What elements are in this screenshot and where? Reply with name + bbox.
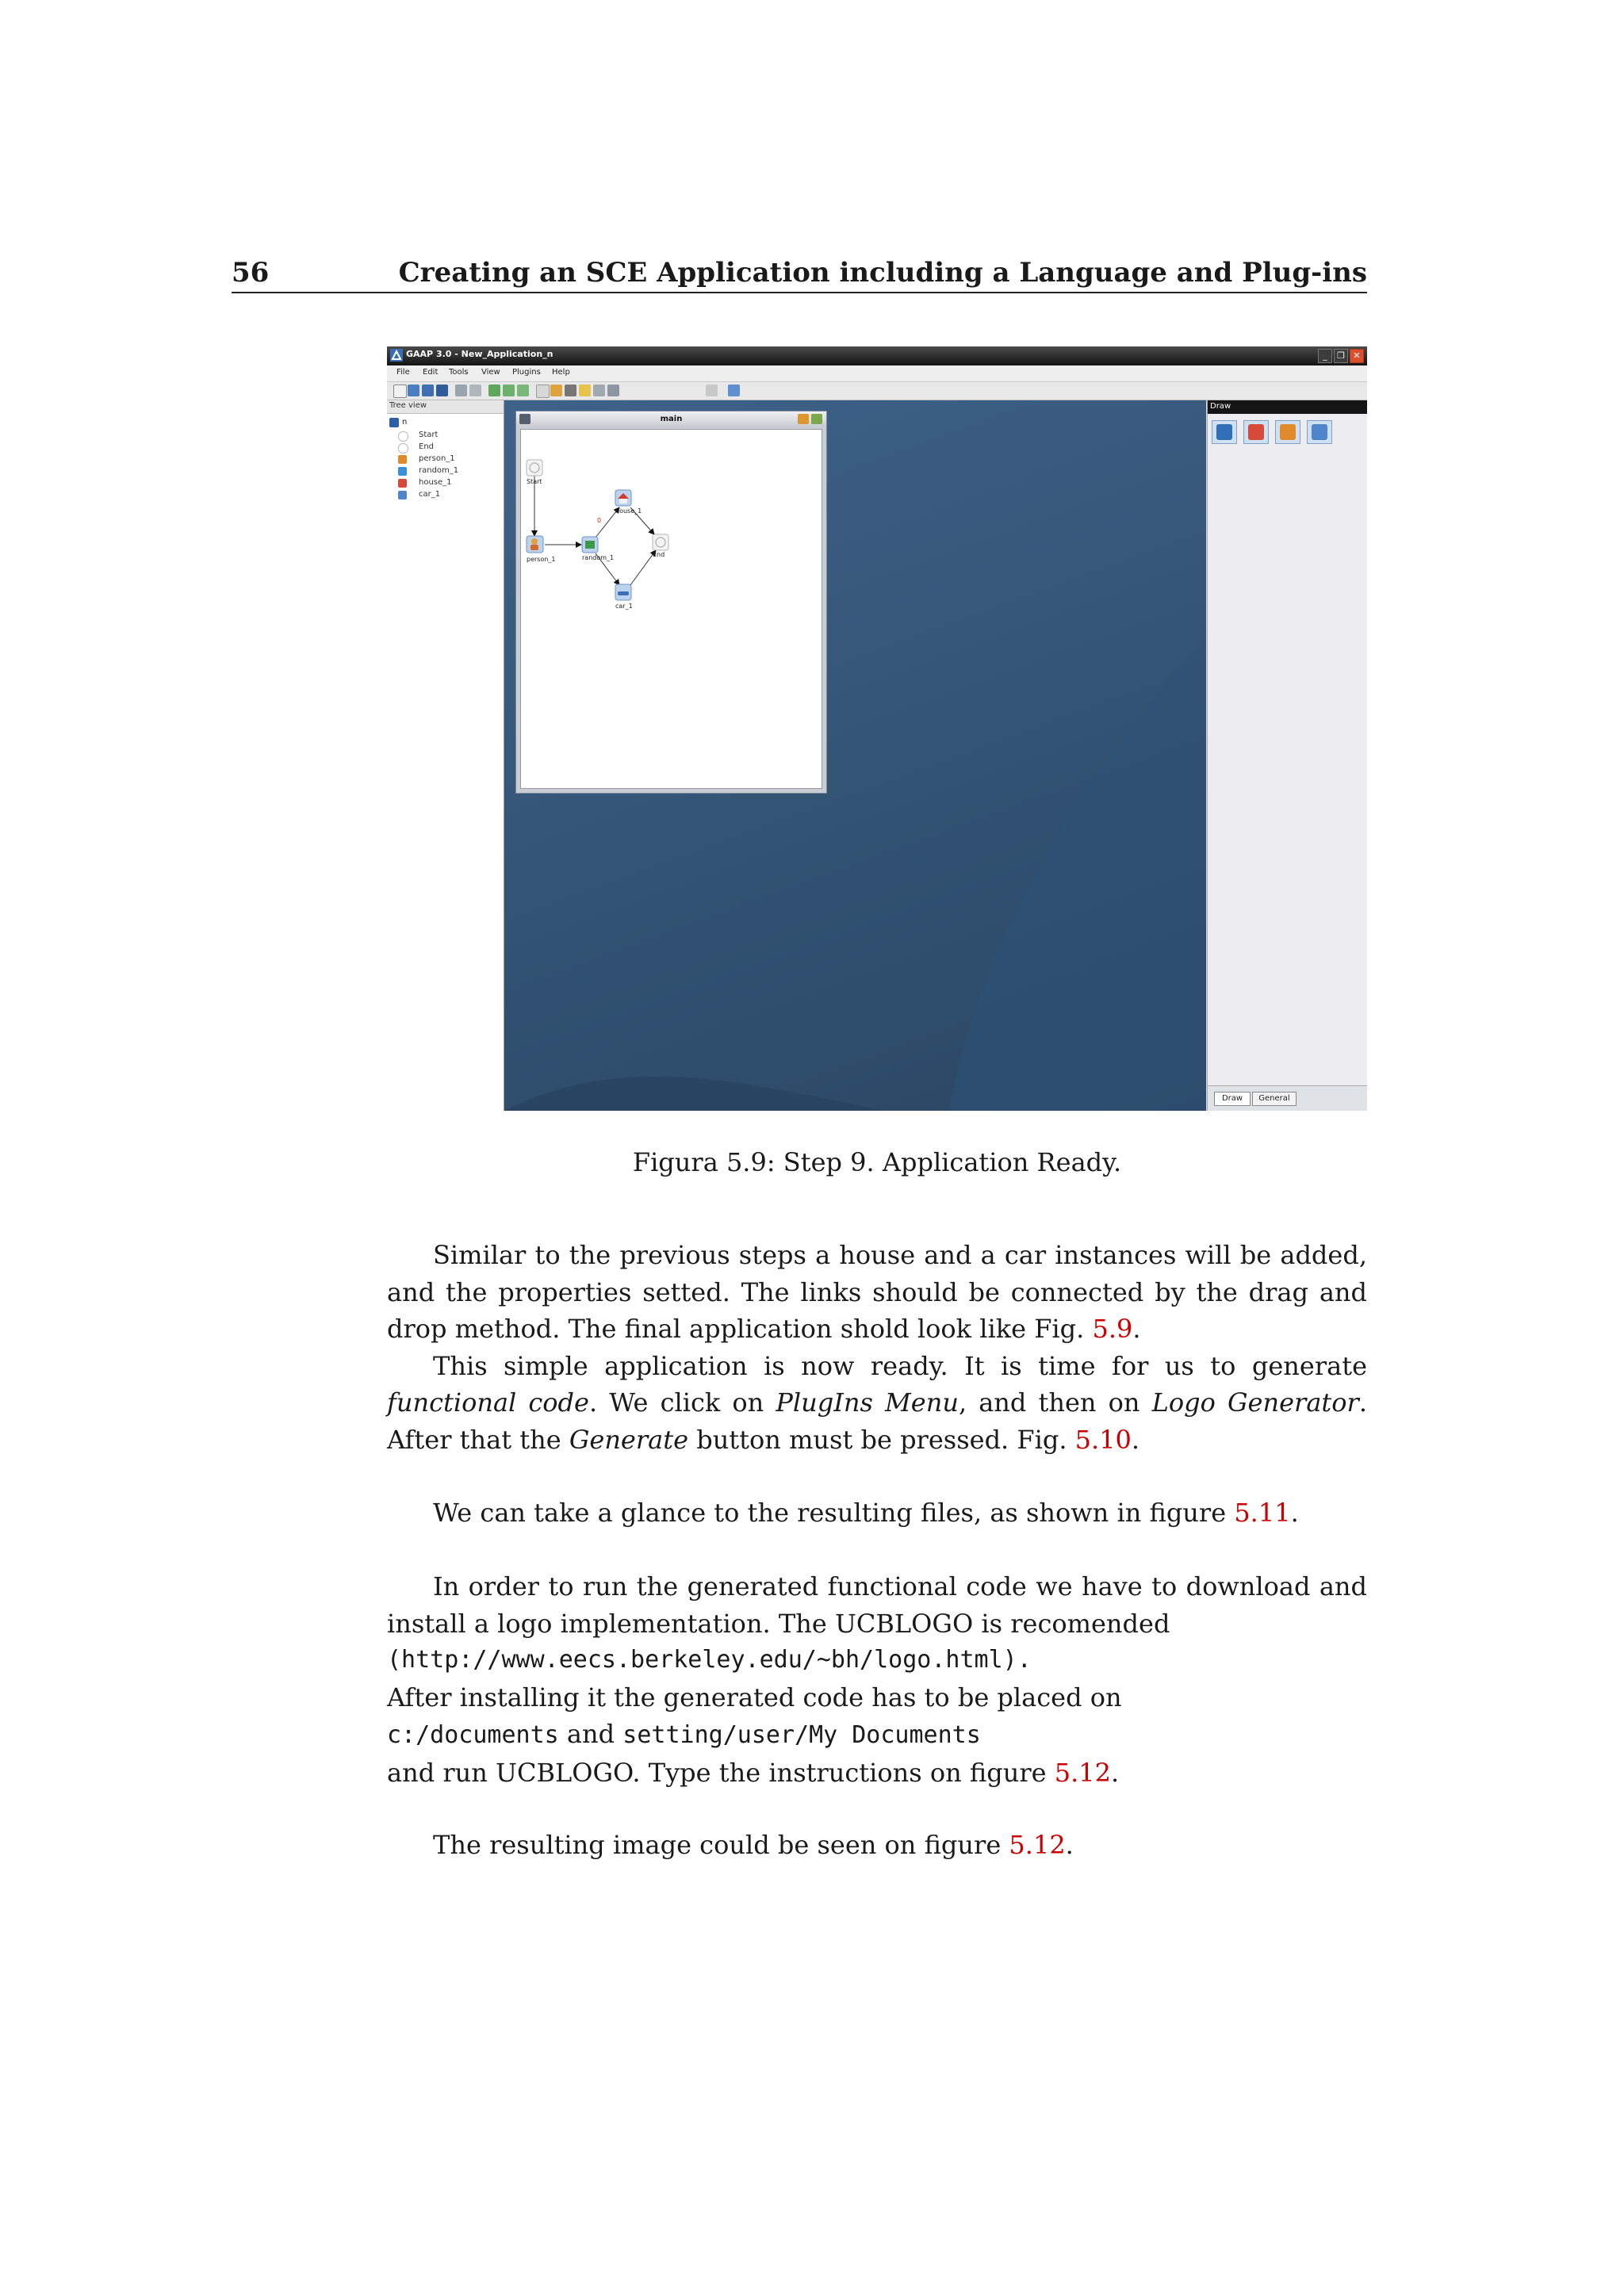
application-icon <box>389 418 399 427</box>
paragraph-text: . <box>1131 1424 1140 1455</box>
edge-label: 0 <box>597 517 602 524</box>
paragraph-text: The resulting image could be seen on figure <box>433 1830 1009 1860</box>
house-tool-button[interactable] <box>1243 420 1269 444</box>
paragraph-text: button must be pressed. Fig. <box>688 1424 1075 1455</box>
node-label: random_1 <box>582 554 615 561</box>
node-random[interactable] <box>582 537 614 561</box>
node-person[interactable] <box>527 536 556 563</box>
layout-icon[interactable] <box>728 385 740 396</box>
refresh-icon[interactable] <box>706 385 718 396</box>
zoom-out-icon[interactable] <box>503 385 515 396</box>
paragraph-3 <box>387 1494 1367 1532</box>
house-icon <box>1248 424 1264 440</box>
paragraph-1 <box>387 1237 1367 1458</box>
paragraph-text: . After that the <box>387 1387 1368 1455</box>
random-icon <box>398 467 407 476</box>
tree-item-label: End <box>419 442 435 451</box>
person-tool-button[interactable] <box>1275 420 1300 444</box>
tree-view-header <box>387 400 504 414</box>
paragraph-text: . <box>1065 1830 1074 1860</box>
paragraph-text: and <box>558 1719 623 1749</box>
car-icon <box>398 491 407 499</box>
menu-help[interactable]: Help <box>552 368 570 377</box>
paragraph-text: . <box>1111 1757 1120 1788</box>
diagram-canvas[interactable] <box>520 429 822 789</box>
chapter-title: Creating an SCE Application including a Language and Plug-ins <box>398 257 1367 289</box>
paragraph-text: We can take a glance to the resulting files, as shown in figure <box>433 1498 1235 1528</box>
save-all-icon[interactable] <box>436 385 448 396</box>
running-head <box>232 252 1367 293</box>
node-label: house_1 <box>615 507 642 515</box>
figure-reference-link[interactable]: 5.9 <box>1092 1314 1133 1344</box>
paragraph-line: In order to run the generated functional code we have to download and <box>433 1571 1367 1601</box>
person-icon <box>398 455 407 464</box>
app-logo-icon <box>390 349 403 362</box>
save-icon[interactable] <box>422 385 434 396</box>
figure-caption: Figura 5.9: Step 9. Application Ready. <box>632 1147 1122 1177</box>
node-end[interactable] <box>653 534 668 558</box>
zoom-in-icon[interactable] <box>488 385 500 396</box>
person-icon <box>1280 424 1296 440</box>
window-titlebar <box>387 346 1367 365</box>
pen-icon <box>1216 424 1232 440</box>
menu-file[interactable]: File <box>396 368 410 377</box>
figure-reference-link[interactable]: 5.11 <box>1234 1498 1291 1528</box>
car-icon <box>1312 424 1327 440</box>
minimize-button[interactable]: _ <box>1318 349 1332 363</box>
tab-draw[interactable]: Draw <box>1214 1092 1251 1106</box>
paragraph-text: This simple application is now ready. It is time for us to generate <box>433 1350 1367 1381</box>
tree-item-label: random_1 <box>419 466 459 475</box>
tree-item-car[interactable] <box>398 490 501 501</box>
tree-item-label: house_1 <box>419 478 452 487</box>
car-icon <box>618 591 629 595</box>
open-file-icon[interactable] <box>408 385 419 396</box>
print-icon[interactable] <box>455 385 467 396</box>
node-label: End <box>653 551 665 558</box>
node-house[interactable] <box>615 490 642 515</box>
tree-item-house[interactable] <box>398 478 501 489</box>
select-icon[interactable] <box>607 385 619 396</box>
tree-item-start[interactable] <box>398 430 501 442</box>
paragraph-line: After installing it the generated code has to be placed on <box>387 1682 1122 1712</box>
url-text: (http://www.eecs.berkeley.edu/~bh/logo.html). <box>387 1646 1032 1674</box>
menu-tools[interactable]: Tools <box>449 368 469 377</box>
pen-tool-button[interactable] <box>1212 420 1237 444</box>
toolbar <box>387 382 1367 400</box>
minimize-icon[interactable] <box>798 414 809 424</box>
tree-item-label: person_1 <box>419 454 455 463</box>
tree-item-label: car_1 <box>419 490 441 499</box>
page-number: 56 <box>232 257 270 289</box>
tree-item-end[interactable] <box>398 442 501 453</box>
print-preview-icon[interactable] <box>469 385 481 396</box>
emphasis-text: Generate <box>569 1424 689 1455</box>
draw-panel-header <box>1208 400 1367 414</box>
paragraph-text: Similar to the previous steps a house and a car instances will be added, and the properties setted. The links should be connected by the drag and drop method. The final application shold look like Fig. <box>387 1240 1367 1344</box>
paragraph-text: . <box>1290 1498 1299 1528</box>
house-icon <box>398 479 407 488</box>
draw-panel-tabs <box>1208 1085 1367 1111</box>
node-start[interactable] <box>527 460 542 485</box>
undo-icon[interactable] <box>579 385 591 396</box>
diagram-window[interactable] <box>515 411 827 794</box>
paragraph-4 <box>387 1568 1367 1791</box>
tree-view-title: Tree view <box>389 401 427 410</box>
application-screenshot <box>387 346 1367 1111</box>
paste-icon[interactable] <box>550 385 562 396</box>
draw-palette-panel <box>1207 400 1367 1111</box>
emphasis-text: Logo Generator <box>1151 1387 1359 1418</box>
paragraph-text: , and then on <box>958 1387 1152 1418</box>
paragraph-text: and run UCBLOGO. Type the instructions on figure <box>387 1757 1055 1788</box>
car-tool-button[interactable] <box>1307 420 1332 444</box>
emphasis-text: functional code <box>387 1387 589 1418</box>
node-label: person_1 <box>527 556 556 563</box>
maximize-icon[interactable] <box>811 414 822 424</box>
paragraph-line: install a logo implementation. The UCBLOGO is recomended <box>387 1608 1170 1639</box>
random-icon <box>585 541 595 549</box>
menu-plugins[interactable]: Plugins <box>512 368 541 377</box>
diagram-window-title: main <box>660 415 683 423</box>
maximize-button[interactable]: ❐ <box>1334 349 1348 363</box>
window-title: GAAP 3.0 - New_Application_n <box>406 349 553 359</box>
close-button[interactable]: ✕ <box>1350 349 1364 363</box>
menu-edit[interactable]: Edit <box>423 368 439 377</box>
tree-item-random[interactable] <box>398 466 501 477</box>
path-text: c:/documents <box>387 1721 559 1749</box>
paragraph-text: . We click on <box>588 1387 776 1418</box>
tree-view-panel <box>387 400 505 1111</box>
tree-root-label: n <box>402 418 408 427</box>
node-label: car_1 <box>615 603 633 610</box>
new-file-icon[interactable] <box>393 385 407 398</box>
figure-reference-link[interactable]: 5.10 <box>1074 1424 1132 1455</box>
menu-view[interactable]: View <box>481 368 500 377</box>
tab-general[interactable]: General <box>1252 1092 1297 1106</box>
emphasis-text: PlugIns Menu <box>776 1387 959 1418</box>
figure-reference-link[interactable]: 5.12 <box>1009 1830 1066 1860</box>
paragraph-5 <box>387 1827 1367 1864</box>
menu-bar <box>387 365 1367 382</box>
redo-icon[interactable] <box>593 385 605 396</box>
tree-item-label: Start <box>419 430 439 439</box>
end-node-icon <box>398 443 408 453</box>
workflow-diagram <box>521 430 822 788</box>
draw-panel-title: Draw <box>1210 402 1231 411</box>
figure-reference-link[interactable]: 5.12 <box>1054 1757 1111 1788</box>
node-car[interactable] <box>615 584 633 610</box>
path-text: setting/user/My Documents <box>622 1721 981 1749</box>
zoom-fit-icon[interactable] <box>517 385 529 396</box>
diagram-window-titlebar[interactable] <box>516 411 826 427</box>
node-label: Start <box>527 478 542 485</box>
delete-icon[interactable] <box>565 385 576 396</box>
person-icon <box>531 538 538 545</box>
tree-item-person[interactable] <box>398 454 501 465</box>
paragraph-text: . <box>1132 1314 1141 1344</box>
start-node-icon <box>398 431 408 442</box>
copy-icon[interactable] <box>536 385 550 398</box>
